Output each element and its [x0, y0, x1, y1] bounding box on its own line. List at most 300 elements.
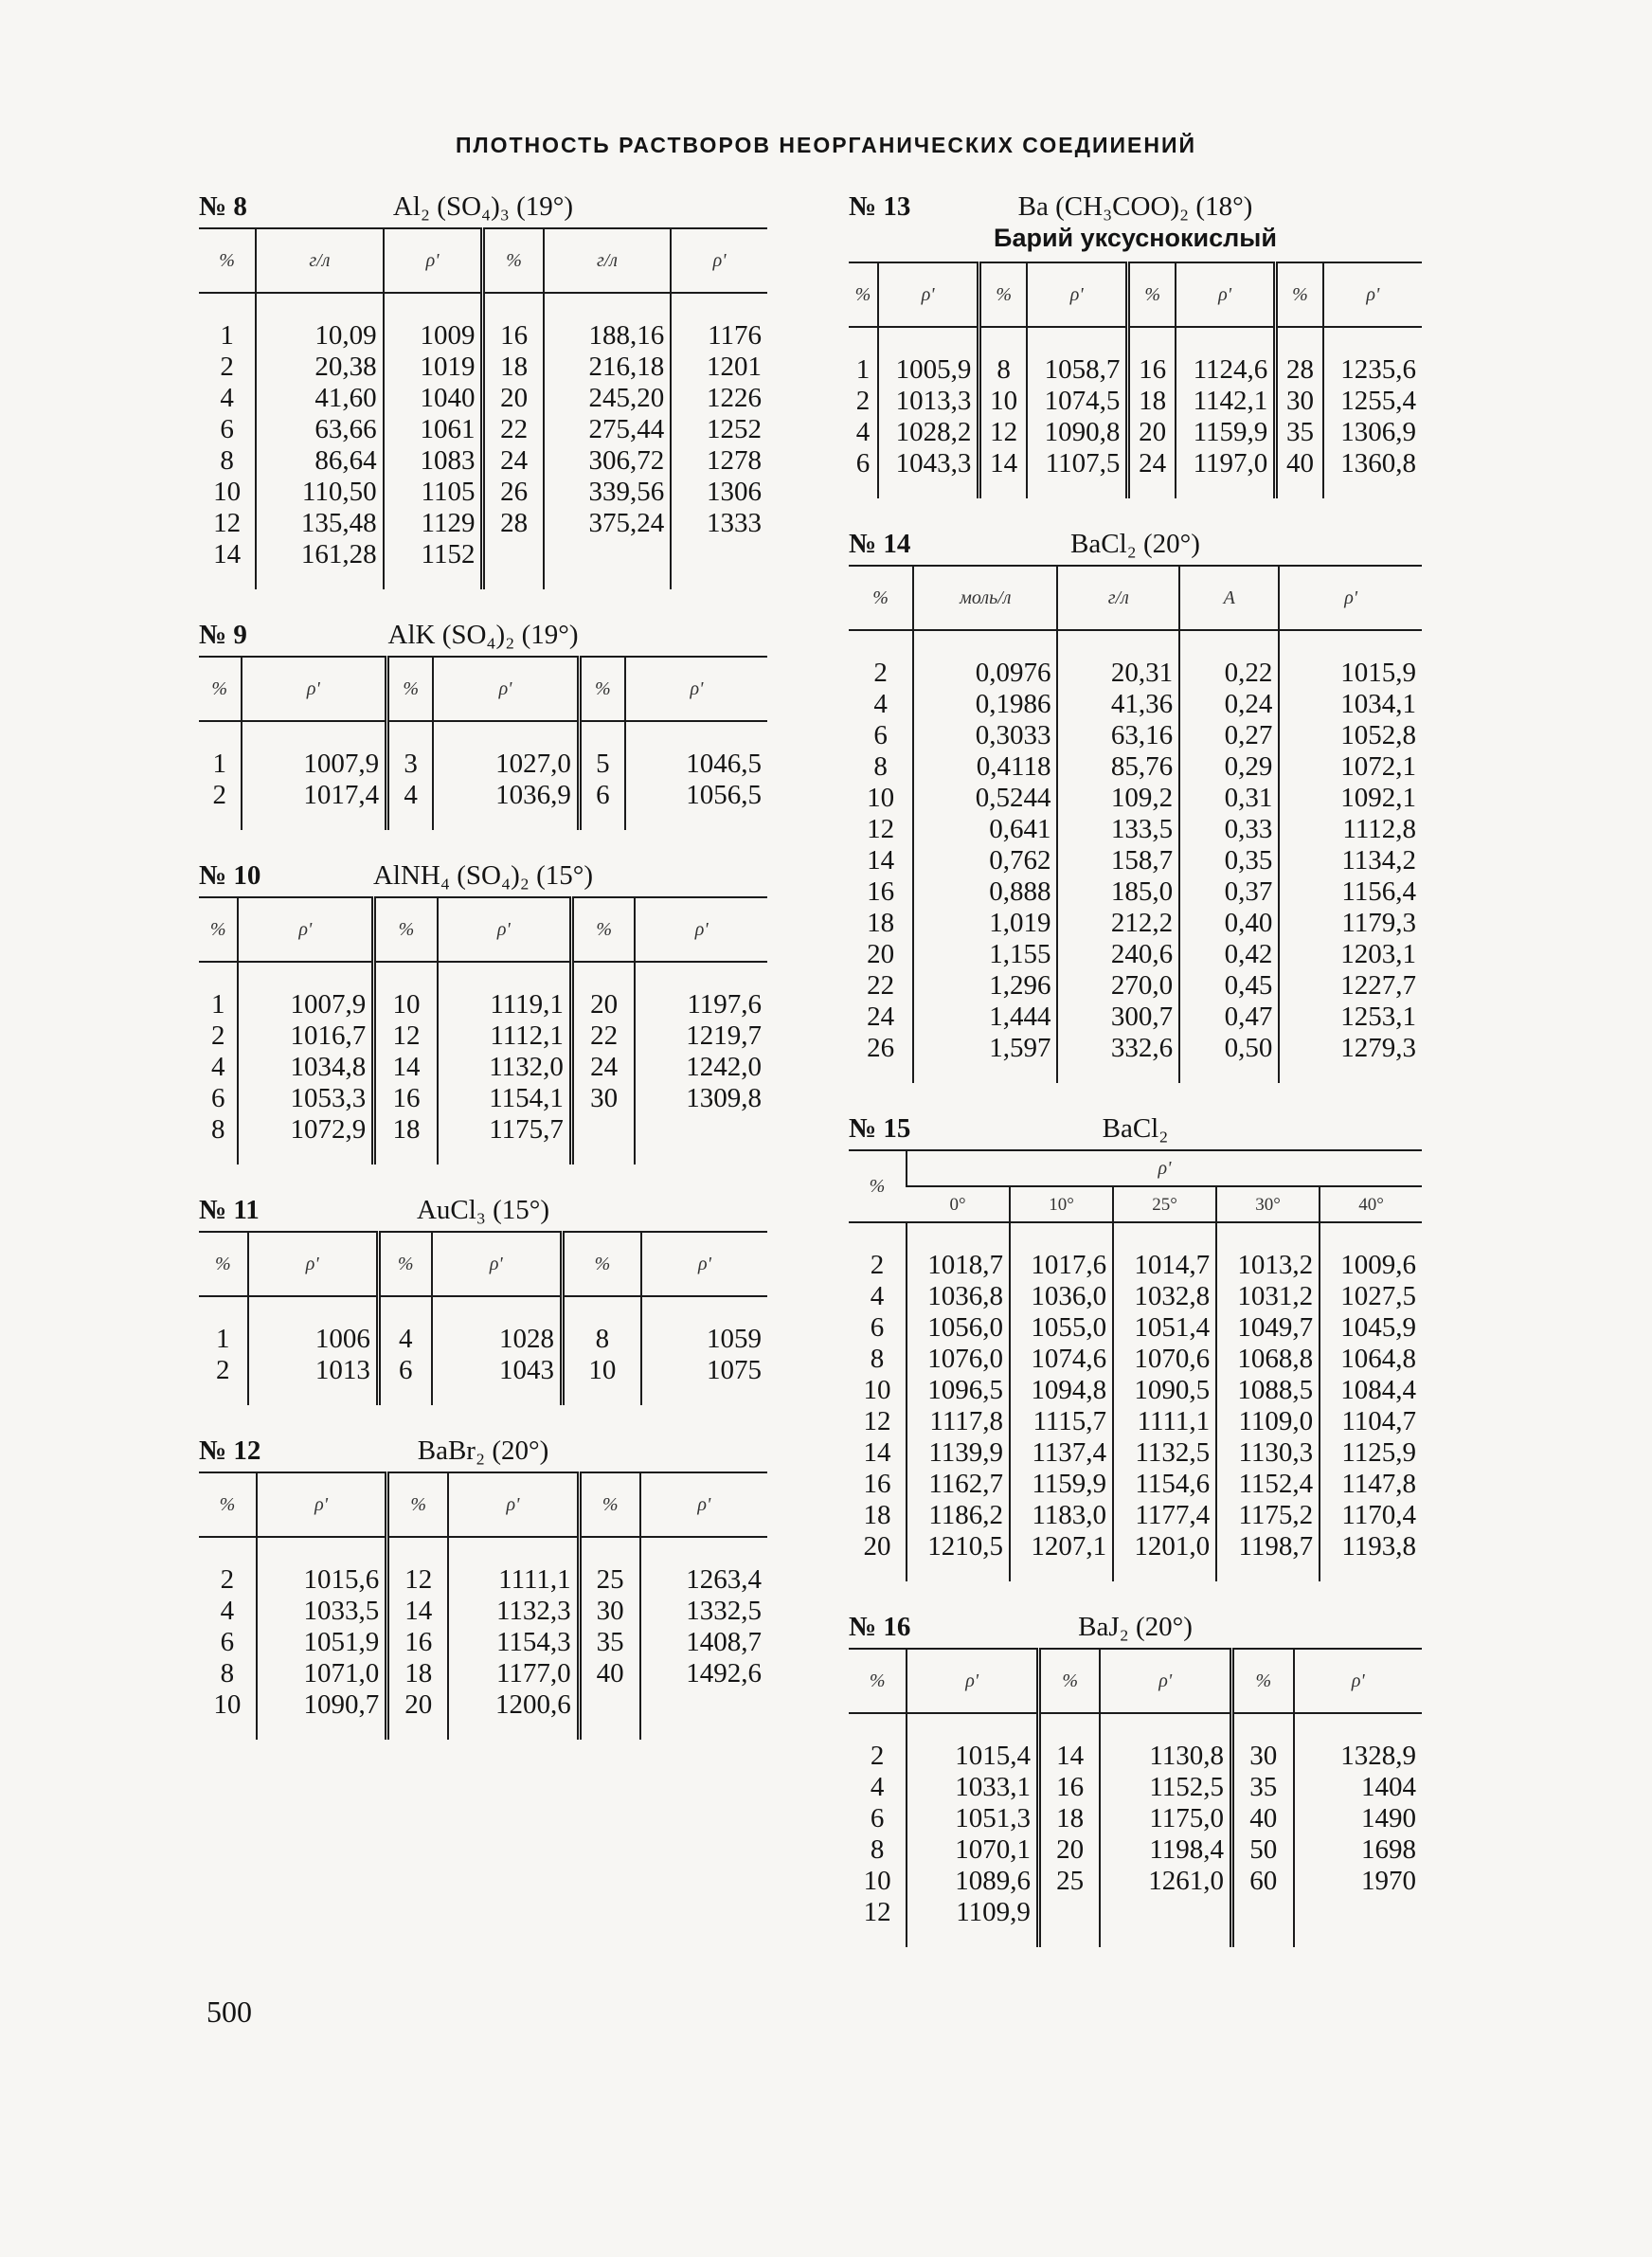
- table-cell: 22: [867, 970, 895, 1001]
- table-cell: [579, 1689, 639, 1740]
- table-cell: 8: [873, 751, 888, 782]
- table-cell: 1152,4: [1216, 1469, 1320, 1500]
- column-header: %: [483, 228, 544, 293]
- table-cell: 1115,7: [1010, 1406, 1113, 1437]
- table-row: [849, 720, 1422, 751]
- table-row: [849, 1281, 1422, 1312]
- table-cell: 1075: [641, 1355, 767, 1405]
- table-cell: 1016,7: [238, 1020, 373, 1052]
- table-cell: 1034,8: [238, 1052, 373, 1083]
- table-cell: 1201,0: [1113, 1531, 1216, 1581]
- table-block-13: [849, 186, 1422, 498]
- table-cell: 300,7: [1057, 1002, 1179, 1033]
- table-cell: 0,641: [913, 814, 1057, 845]
- table-row: [849, 1772, 1422, 1803]
- table-cell: 28: [1276, 327, 1323, 386]
- table-cell: 6: [855, 448, 871, 478]
- table-cell: 12: [867, 814, 895, 844]
- table-cell: 1198,4: [1100, 1834, 1231, 1866]
- table-cell: [671, 539, 767, 589]
- column-header: %: [199, 228, 256, 293]
- table-row: [849, 1002, 1422, 1033]
- table-header: [849, 1108, 1422, 1149]
- table-row: [849, 783, 1422, 814]
- table-cell: 1089,6: [907, 1866, 1038, 1897]
- table-cell: 40: [579, 1658, 639, 1689]
- table-cell: 4: [210, 1052, 225, 1082]
- table-cell: 1130,3: [1216, 1437, 1320, 1469]
- table-cell: 161,28: [256, 539, 383, 589]
- table-cell: 1124,6: [1176, 327, 1276, 386]
- table-row: [849, 751, 1422, 783]
- table-cell: 1058,7: [1027, 327, 1128, 386]
- column-header: ρ': [1294, 1649, 1422, 1713]
- table-number: № 13: [849, 191, 911, 222]
- table-cell: 1309,8: [635, 1083, 767, 1114]
- table-cell: 0,5244: [913, 783, 1057, 814]
- page-title: ПЛОТНОСТЬ РАСТВОРОВ НЕОРГАНИЧЕСКИХ СОЕДИИЕНИЙ: [455, 133, 1197, 157]
- table-cell: 6: [220, 1627, 235, 1657]
- page-number: 500: [206, 1995, 252, 2029]
- column-header: г/л: [256, 228, 383, 293]
- table-number: № 15: [849, 1113, 911, 1144]
- table-cell: 1092,1: [1279, 783, 1422, 814]
- temperature-header: 0°: [907, 1186, 1010, 1222]
- table-cell: 8: [220, 1658, 235, 1688]
- table-cell: 14: [863, 1437, 891, 1468]
- table-cell: 24: [571, 1052, 635, 1083]
- column-header: %: [849, 1649, 907, 1713]
- table-row: [199, 539, 767, 589]
- table-row: [849, 1406, 1422, 1437]
- table-row: [199, 1658, 767, 1689]
- table-cell: 1203,1: [1279, 939, 1422, 970]
- table-cell: 1018,7: [907, 1222, 1010, 1281]
- table-cell: 1070,6: [1113, 1344, 1216, 1375]
- table-cell: [1100, 1897, 1231, 1947]
- column-header: ρ': [1176, 262, 1276, 327]
- table-cell: 10,09: [256, 293, 383, 352]
- table-cell: 63,16: [1057, 720, 1179, 751]
- table-row: [849, 1834, 1422, 1866]
- table-cell: 1,019: [913, 908, 1057, 939]
- table-cell: 0,35: [1179, 845, 1279, 876]
- column-header: %: [849, 262, 878, 327]
- table-block-16: [849, 1606, 1422, 1947]
- table-cell: 4: [387, 780, 434, 830]
- table-cell: 8: [870, 1344, 885, 1374]
- table-cell: [1038, 1897, 1100, 1947]
- table-cell: 1132,0: [438, 1052, 572, 1083]
- temperature-header: 30°: [1216, 1186, 1320, 1222]
- table-cell: 1698: [1294, 1834, 1422, 1866]
- table-row: [849, 1222, 1422, 1281]
- table-cell: 8: [210, 1114, 225, 1145]
- table-cell: 1175,7: [438, 1114, 572, 1165]
- table-cell: 212,2: [1057, 908, 1179, 939]
- table-row: [849, 1866, 1422, 1897]
- table-cell: 1198,7: [1216, 1531, 1320, 1581]
- table-row: [199, 445, 767, 477]
- table-block-8: [199, 186, 767, 589]
- table-cell: 1109,9: [907, 1897, 1038, 1947]
- table-cell: 1055,0: [1010, 1312, 1113, 1344]
- column-header: ρ': [248, 1232, 379, 1296]
- table-cell: 8: [562, 1296, 640, 1355]
- table-cell: 1253,1: [1279, 1002, 1422, 1033]
- table-cell: 2: [870, 1741, 885, 1771]
- table-cell: 30: [579, 1596, 639, 1627]
- column-header: %: [849, 566, 913, 630]
- table-header: [849, 523, 1422, 565]
- column-header: г/л: [1057, 566, 1179, 630]
- table-block-9: [199, 614, 767, 830]
- table-cell: 1179,3: [1279, 908, 1422, 939]
- table-cell: 1306: [671, 477, 767, 508]
- table-cell: 1152: [384, 539, 483, 589]
- column-header: ρ': [432, 1232, 563, 1296]
- table-cell: 6: [870, 1803, 885, 1833]
- table-cell: 1197,6: [635, 962, 767, 1020]
- column-header: ρ': [448, 1472, 579, 1537]
- table-cell: 12: [979, 417, 1027, 448]
- table-cell: 1154,3: [448, 1627, 579, 1658]
- table-cell: 40: [1232, 1803, 1294, 1834]
- column-header: %: [1276, 262, 1323, 327]
- table-row: [849, 1312, 1422, 1344]
- table-cell: 1031,2: [1216, 1281, 1320, 1312]
- table-cell: 6: [210, 1083, 225, 1113]
- table-cell: 1111,1: [1113, 1406, 1216, 1437]
- table-cell: 18: [387, 1658, 448, 1689]
- table-cell: 1059: [641, 1296, 767, 1355]
- column-header: ρ': [640, 1472, 767, 1537]
- table-cell: 4: [870, 1772, 885, 1802]
- table-cell: 1235,6: [1323, 327, 1422, 386]
- table-cell: 1032,8: [1113, 1281, 1216, 1312]
- column-header: ρ': [433, 657, 579, 721]
- table-cell: 1: [216, 1324, 230, 1354]
- table-cell: 30: [1232, 1713, 1294, 1772]
- table-cell: 245,20: [544, 383, 671, 414]
- table-cell: 1033,5: [257, 1596, 387, 1627]
- table-formula: BaJ₂ (20°): [1078, 1612, 1193, 1642]
- table-cell: 1210,5: [907, 1531, 1010, 1581]
- table-header: [199, 1430, 767, 1472]
- table-cell: 41,36: [1057, 689, 1179, 720]
- density-table-10: [199, 896, 767, 1165]
- table-cell: 14: [387, 1596, 448, 1627]
- table-cell: 135,48: [256, 508, 383, 539]
- table-cell: 1278: [671, 445, 767, 477]
- table-cell: 1360,8: [1323, 448, 1422, 498]
- table-row: [199, 1537, 767, 1596]
- table-cell: 1134,2: [1279, 845, 1422, 876]
- table-cell: 18: [867, 908, 895, 938]
- table-row: [849, 417, 1422, 448]
- column-header: %: [387, 1472, 448, 1537]
- table-cell: 24: [867, 1002, 895, 1032]
- table-cell: 1129: [384, 508, 483, 539]
- table-cell: 1072,1: [1279, 751, 1422, 783]
- table-cell: 16: [1128, 327, 1176, 386]
- table-cell: 1492,6: [640, 1658, 767, 1689]
- table-cell: 1096,5: [907, 1375, 1010, 1406]
- table-cell: 1252: [671, 414, 767, 445]
- table-cell: 22: [483, 414, 544, 445]
- table-cell: 1: [220, 320, 234, 351]
- table-cell: 10: [863, 1375, 891, 1405]
- table-cell: 4: [855, 417, 871, 447]
- column-header: ρ': [1100, 1649, 1231, 1713]
- table-cell: 24: [1128, 448, 1176, 498]
- table-cell: 1156,4: [1279, 876, 1422, 908]
- column-header: %: [199, 1472, 257, 1537]
- table-cell: 10: [979, 386, 1027, 417]
- column-header: %: [1232, 1649, 1294, 1713]
- temperature-header: 25°: [1113, 1186, 1216, 1222]
- table-formula: Ba (CH₃COO)₂ (18°): [1017, 191, 1253, 222]
- table-cell: 10: [562, 1355, 640, 1405]
- table-cell: 26: [867, 1033, 895, 1063]
- table-cell: 1159,9: [1010, 1469, 1113, 1500]
- table-row: [199, 477, 767, 508]
- table-cell: 1052,8: [1279, 720, 1422, 751]
- table-cell: 1112,1: [438, 1020, 572, 1052]
- table-cell: 4: [220, 1596, 235, 1626]
- column-header: ρ': [238, 897, 373, 962]
- table-cell: 25: [579, 1537, 639, 1596]
- table-number: № 12: [199, 1435, 261, 1466]
- table-number: № 8: [199, 191, 247, 222]
- table-cell: 1049,7: [1216, 1312, 1320, 1344]
- table-cell: 1193,8: [1320, 1531, 1422, 1581]
- table-cell: 1263,4: [640, 1537, 767, 1596]
- table-cell: 30: [1276, 386, 1323, 417]
- table-cell: 1200,6: [448, 1689, 579, 1740]
- table-row: [199, 1020, 767, 1052]
- table-cell: 20: [1128, 417, 1176, 448]
- table-cell: 0,42: [1179, 939, 1279, 970]
- table-cell: 1162,7: [907, 1469, 1010, 1500]
- table-cell: 0,1986: [913, 689, 1057, 720]
- column-header: %: [199, 897, 238, 962]
- table-cell: 6: [579, 780, 625, 830]
- left-column: [199, 186, 767, 1764]
- table-formula: AuCl₃ (15°): [416, 1195, 550, 1225]
- table-formula: BaCl₂ (20°): [1070, 529, 1200, 559]
- table-cell: 1007,9: [238, 962, 373, 1020]
- table-cell: 1970: [1294, 1866, 1422, 1897]
- table-cell: 35: [1276, 417, 1323, 448]
- table-cell: 20: [1038, 1834, 1100, 1866]
- table-cell: 1177,0: [448, 1658, 579, 1689]
- table-cell: 20: [571, 962, 635, 1020]
- column-header: ρ': [242, 657, 387, 721]
- table-cell: 339,56: [544, 477, 671, 508]
- table-cell: 14: [979, 448, 1027, 498]
- column-header: ρ': [878, 262, 979, 327]
- table-cell: 185,0: [1057, 876, 1179, 908]
- table-row: [849, 939, 1422, 970]
- table-cell: 1045,9: [1320, 1312, 1422, 1344]
- table-cell: 28: [483, 508, 544, 539]
- table-cell: 16: [374, 1083, 438, 1114]
- table-cell: 0,45: [1179, 970, 1279, 1002]
- table-cell: 1226: [671, 383, 767, 414]
- column-header: ρ': [257, 1472, 387, 1537]
- table-cell: 1009,6: [1320, 1222, 1422, 1281]
- table-cell: 2: [210, 1020, 225, 1051]
- table-cell: 10: [213, 477, 242, 507]
- table-cell: 1027,0: [433, 721, 579, 780]
- table-row: [199, 414, 767, 445]
- column-header: %: [199, 657, 242, 721]
- table-cell: 1177,4: [1113, 1500, 1216, 1531]
- table-row: [849, 1437, 1422, 1469]
- table-cell: 1: [212, 749, 226, 779]
- table-cell: 0,33: [1179, 814, 1279, 845]
- table-cell: 1043: [432, 1355, 563, 1405]
- table-number: № 16: [849, 1612, 911, 1642]
- table-cell: 1074,5: [1027, 386, 1128, 417]
- table-cell: 1013: [248, 1355, 379, 1405]
- column-header: ρ': [641, 1232, 767, 1296]
- table-cell: 1408,7: [640, 1627, 767, 1658]
- table-cell: 0,40: [1179, 908, 1279, 939]
- table-row: [849, 327, 1422, 386]
- table-cell: 1130,8: [1100, 1713, 1231, 1772]
- table-cell: 1132,3: [448, 1596, 579, 1627]
- table-cell: 0,888: [913, 876, 1057, 908]
- table-cell: 1040: [384, 383, 483, 414]
- density-table-15: [849, 1149, 1422, 1581]
- table-cell: 1043,3: [878, 448, 979, 498]
- table-cell: 50: [1232, 1834, 1294, 1866]
- table-cell: 18: [863, 1500, 891, 1530]
- table-cell: 20,38: [256, 352, 383, 383]
- table-cell: 0,22: [1179, 630, 1279, 689]
- table-cell: 12: [374, 1020, 438, 1052]
- table-cell: 1227,7: [1279, 970, 1422, 1002]
- table-cell: 1105: [384, 477, 483, 508]
- table-cell: 63,66: [256, 414, 383, 445]
- table-cell: 0,762: [913, 845, 1057, 876]
- table-cell: 1013,3: [878, 386, 979, 417]
- table-number: № 10: [199, 860, 261, 891]
- column-header: ρ': [438, 897, 572, 962]
- table-cell: 1033,1: [907, 1772, 1038, 1803]
- table-row: [849, 1531, 1422, 1581]
- table-cell: 133,5: [1057, 814, 1179, 845]
- table-cell: 1090,7: [257, 1689, 387, 1740]
- table-cell: 1051,4: [1113, 1312, 1216, 1344]
- table-cell: 1017,4: [242, 780, 387, 830]
- table-cell: 1,444: [913, 1002, 1057, 1033]
- table-cell: 1404: [1294, 1772, 1422, 1803]
- table-row: [849, 970, 1422, 1002]
- table-cell: 35: [1232, 1772, 1294, 1803]
- table-formula: AlNH₄ (SO₄)₂ (15°): [372, 860, 593, 891]
- table-cell: [571, 1114, 635, 1165]
- table-cell: 1107,5: [1027, 448, 1128, 498]
- table-cell: 30: [571, 1083, 635, 1114]
- table-row: [199, 1596, 767, 1627]
- density-table-9: [199, 656, 767, 830]
- column-header: %: [979, 262, 1027, 327]
- table-block-11: [199, 1189, 767, 1405]
- table-cell: 1119,1: [438, 962, 572, 1020]
- table-cell: 1: [210, 989, 225, 1020]
- table-cell: 2: [870, 1250, 885, 1280]
- table-cell: 10: [374, 962, 438, 1020]
- table-cell: 375,24: [544, 508, 671, 539]
- table-cell: 1056,0: [907, 1312, 1010, 1344]
- table-cell: 16: [1038, 1772, 1100, 1803]
- table-cell: 1219,7: [635, 1020, 767, 1052]
- table-cell: 188,16: [544, 293, 671, 352]
- table-cell: [640, 1689, 767, 1740]
- table-cell: 2: [212, 780, 226, 810]
- table-cell: 270,0: [1057, 970, 1179, 1002]
- table-cell: 1009: [384, 293, 483, 352]
- density-table-13: [849, 262, 1422, 498]
- table-cell: 1027,5: [1320, 1281, 1422, 1312]
- table-cell: 4: [220, 383, 234, 413]
- column-header: ρ': [625, 657, 767, 721]
- table-cell: 0,24: [1179, 689, 1279, 720]
- table-row: [849, 448, 1422, 498]
- table-cell: 2: [216, 1355, 230, 1385]
- table-cell: 1036,0: [1010, 1281, 1113, 1312]
- table-cell: 1068,8: [1216, 1344, 1320, 1375]
- table-cell: 1,597: [913, 1033, 1057, 1083]
- table-cell: 14: [374, 1052, 438, 1083]
- table-cell: 1175,2: [1216, 1500, 1320, 1531]
- table-cell: 216,18: [544, 352, 671, 383]
- table-cell: 85,76: [1057, 751, 1179, 783]
- table-cell: 1076,0: [907, 1344, 1010, 1375]
- table-cell: 1132,5: [1113, 1437, 1216, 1469]
- table-cell: 12: [863, 1897, 891, 1927]
- table-cell: 1255,4: [1323, 386, 1422, 417]
- table-header: [199, 186, 767, 227]
- table-cell: 1015,6: [257, 1537, 387, 1596]
- table-cell: 1088,5: [1216, 1375, 1320, 1406]
- table-header: [199, 855, 767, 896]
- table-cell: 1084,4: [1320, 1375, 1422, 1406]
- column-header: ρ': [1279, 566, 1422, 630]
- table-cell: 110,50: [256, 477, 383, 508]
- table-cell: 1112,8: [1279, 814, 1422, 845]
- column-header: ρ': [907, 1150, 1422, 1186]
- table-row: [199, 383, 767, 414]
- table-cell: 0,0976: [913, 630, 1057, 689]
- column-header: %: [849, 1150, 907, 1222]
- table-cell: 1046,5: [625, 721, 767, 780]
- table-row: [849, 1344, 1422, 1375]
- table-cell: 0,29: [1179, 751, 1279, 783]
- table-cell: 1013,2: [1216, 1222, 1320, 1281]
- table-row: [199, 1627, 767, 1658]
- table-row: [849, 630, 1422, 689]
- table-number: № 9: [199, 620, 247, 650]
- table-header: [199, 614, 767, 656]
- table-cell: 1036,8: [907, 1281, 1010, 1312]
- table-cell: 1028: [432, 1296, 563, 1355]
- table-row: [849, 1803, 1422, 1834]
- table-row: [199, 1689, 767, 1740]
